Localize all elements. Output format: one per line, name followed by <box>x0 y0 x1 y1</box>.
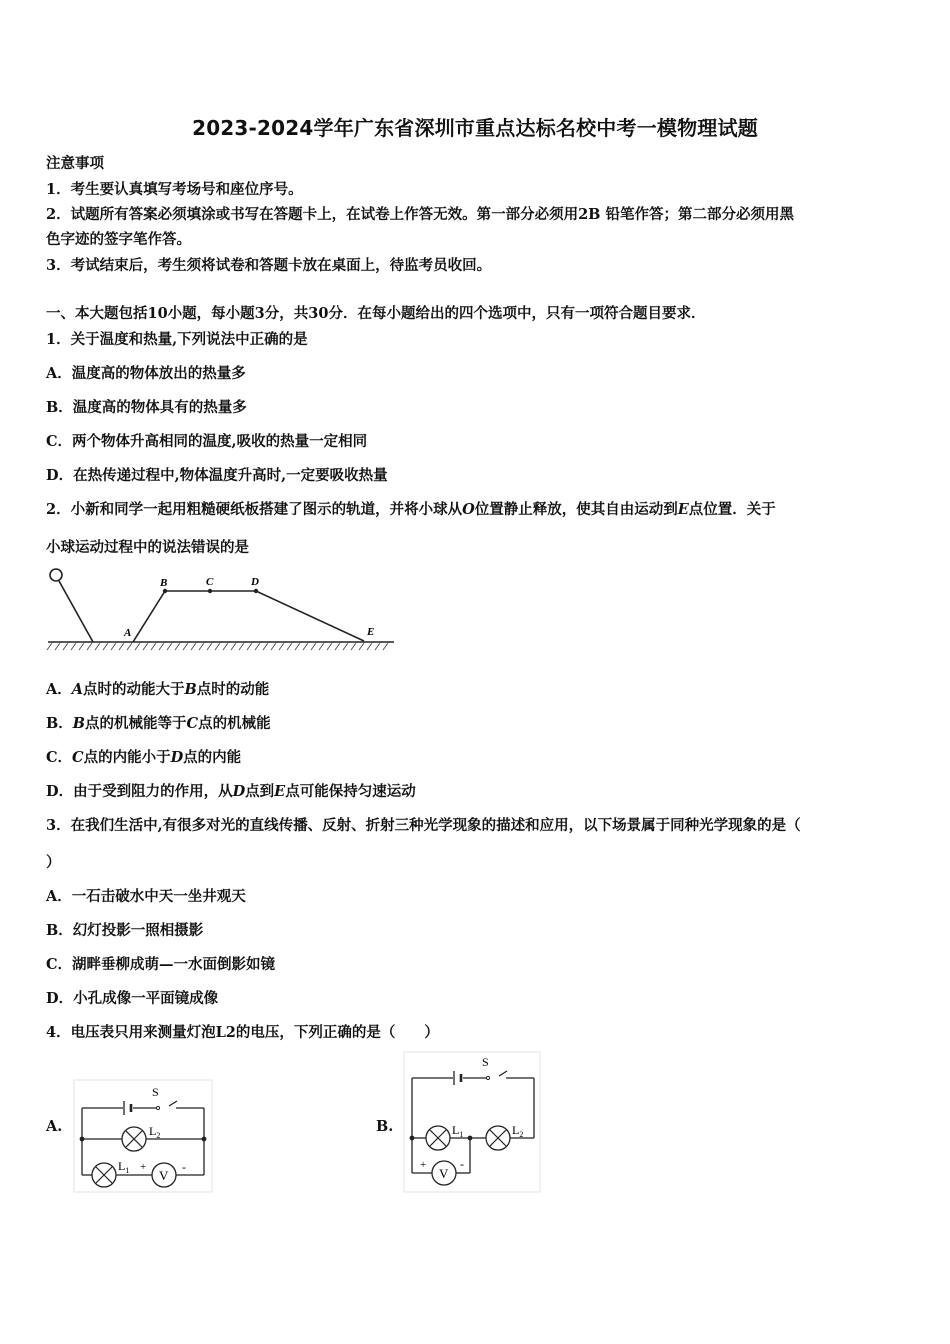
switch-s-label: S <box>152 1085 159 1099</box>
q3-option-b: B．幻灯投影一照相摄影 <box>46 922 204 939</box>
plus-label: + <box>420 1159 427 1171</box>
circuit-a <box>74 1080 212 1192</box>
q2-stem: 2．小新和同学一起用粗糙硬纸板搭建了图示的轨道，并将小球从O位置静止释放，使其自由运动到E点位置．关于 <box>46 501 776 518</box>
notice-item: 2．试题所有答案必须填涂或书写在答题卡上，在试卷上作答无效。第一部分必须用2B 铅笔作答；第二部分必须用黑 <box>46 206 794 223</box>
q3-stem: 3．在我们生活中,有很多对光的直线传播、反射、折射三种光学现象的描述和应用，以下场景属于同种光学现象的是（ <box>46 817 801 834</box>
q1-option-b: B．温度高的物体具有的热量多 <box>46 399 247 416</box>
voltmeter-label: V <box>439 1166 449 1181</box>
q2-option-b: B．B点的机械能等于C点的机械能 <box>46 715 271 732</box>
notice-item: 色字迹的签字笔作答。 <box>46 231 191 248</box>
track-figure <box>44 562 396 654</box>
notice-item: 1．考生要认真填写考场号和座位序号。 <box>46 181 303 198</box>
plus-label: + <box>140 1161 147 1173</box>
lamp-l1-label: $L_1$ <box>118 1159 130 1175</box>
q2-option-a: A．A点时的动能大于B点时的动能 <box>46 681 270 698</box>
lamp-l2-label: $L_2$ <box>512 1123 524 1139</box>
lamp-l2-label: $L_2$ <box>149 1124 161 1140</box>
q3-option-c: C．湖畔垂柳成萌—一水面倒影如镜 <box>46 956 276 973</box>
q4-option-a-label: A. <box>46 1118 63 1135</box>
lamp-l2 <box>122 1127 146 1151</box>
voltmeter-label: V <box>159 1168 169 1183</box>
notice-heading: 注意事项 <box>46 155 104 172</box>
point-c-label: C <box>206 576 214 588</box>
q1-option-c: C．两个物体升高相同的温度,吸收的热量一定相同 <box>46 433 368 450</box>
q2-stem-line2: 小球运动过程中的说法错误的是 <box>46 539 249 556</box>
circuit-b <box>404 1052 540 1192</box>
switch-s-label: S <box>482 1055 489 1069</box>
q3-option-d: D．小孔成像一平面镜成像 <box>46 990 219 1007</box>
q3-option-a: A．一石击破水中天一坐井观天 <box>46 888 246 905</box>
point-e-label: E <box>367 626 375 638</box>
lamp-l1-label: $L_1$ <box>452 1123 464 1139</box>
q4-stem: 4．电压表只用来测量灯泡L2的电压，下列正确的是（ ） <box>46 1024 439 1041</box>
lamp-l1 <box>92 1163 116 1187</box>
q2-option-c: C．C点的内能小于D点的内能 <box>46 749 242 766</box>
section-heading: 一、本大题包括10小题，每小题3分，共30分．在每小题给出的四个选项中，只有一项符合题目要求． <box>46 305 706 322</box>
lamp-l2 <box>486 1126 510 1150</box>
q3-stem-line2: ） <box>46 854 61 871</box>
point-a-label: A <box>124 627 132 639</box>
minus-label: - <box>182 1160 186 1174</box>
q1-option-a: A．温度高的物体放出的热量多 <box>46 365 246 382</box>
q1-option-d: D．在热传递过程中,物体温度升高时,一定要吸收热量 <box>46 467 388 484</box>
minus-label: - <box>460 1157 464 1171</box>
page-title: 2023-2024学年广东省深圳市重点达标名校中考一模物理试题 <box>192 116 758 140</box>
lamp-l1 <box>426 1126 450 1150</box>
ball-o <box>50 569 62 581</box>
q4-option-b-label: B. <box>376 1118 394 1135</box>
point-d-label: D <box>251 576 259 588</box>
point-b-label: B <box>160 577 168 589</box>
notice-item: 3．考试结束后，考生须将试卷和答题卡放在桌面上，待监考员收回。 <box>46 257 492 274</box>
q1-stem: 1．关于温度和热量,下列说法中正确的是 <box>46 331 308 348</box>
q2-option-d: D．由于受到阻力的作用，从D点到E点可能保持匀速运动 <box>46 783 416 800</box>
